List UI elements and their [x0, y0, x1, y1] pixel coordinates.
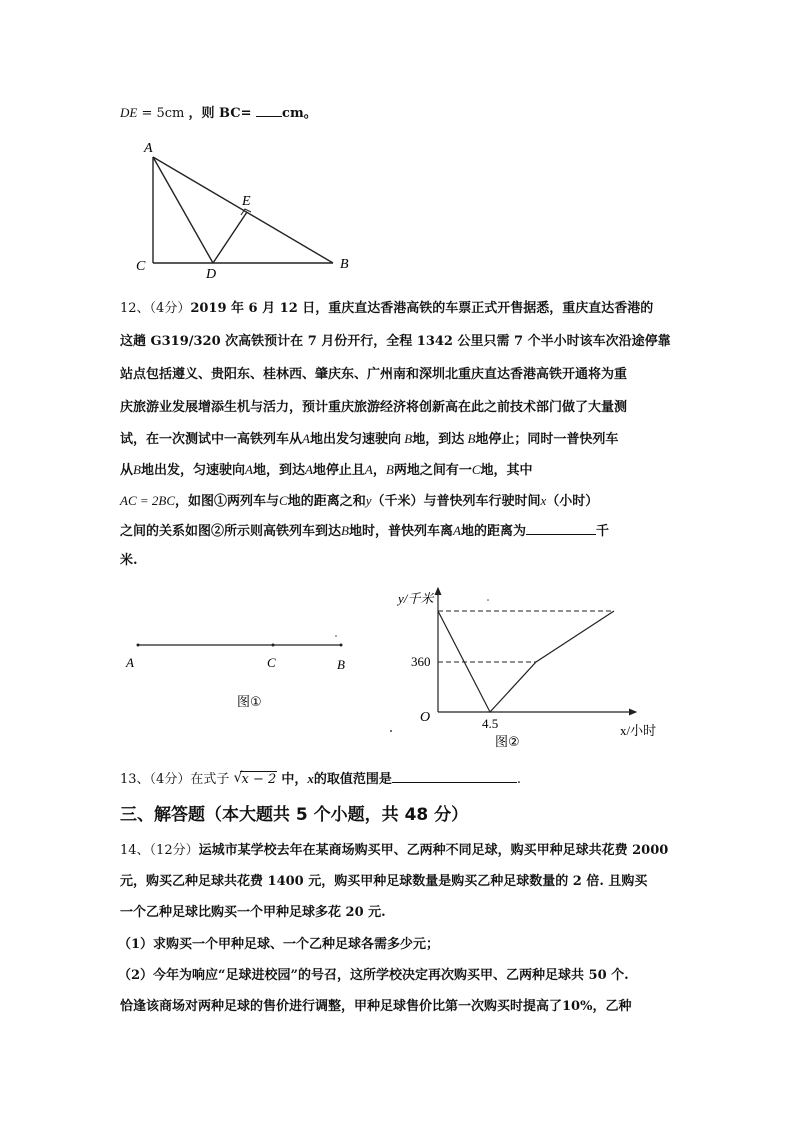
point-a-label: A	[126, 655, 134, 670]
bc-prompt: ，则 BC=	[188, 106, 257, 121]
q14-line-2: 元，购买乙种足球共花费 1400 元，购买甲种足球数量是购买乙种足球数量的 2 倍. 且购买	[120, 874, 648, 889]
x-tick-4-5: 4.5	[482, 716, 499, 731]
figure-2-caption: 图②	[495, 735, 520, 750]
q12-line-1: 12、（4分）2019 年 6 月 12 日，重庆直达香港高铁的车票正式开售据悉，重庆直达香港的	[120, 301, 654, 316]
q11-answer-line	[120, 104, 317, 123]
answer-blank-bc[interactable]	[256, 104, 282, 117]
q12-line-3: 站点包括遵义、贵阳东、桂林西、肇庆东、广州南和深圳北重庆直达香港高铁开通将为重	[120, 367, 628, 382]
unit-cm: cm。	[282, 106, 317, 121]
figure-1-segment	[110, 625, 370, 720]
y-tick-360: 360	[411, 654, 431, 669]
answer-blank-q13[interactable]	[392, 770, 517, 783]
figure-2-graph	[380, 585, 680, 755]
q14-line-1: 14、（12分）运城市某学校去年在某商场购买甲、乙两种不同足球，购买甲种足球共花费 2000	[120, 843, 669, 858]
vertex-c-label: C	[136, 259, 146, 274]
q14-part-2-line-2: 恰逢该商场对两种足球的售价进行调整，甲种足球售价比第一次购买时提高了10%，乙种	[120, 999, 632, 1014]
q14-number: 14、（12分）	[120, 843, 199, 858]
q14-part-1: （1）求购买一个甲种足球、一个乙种足球各需多少元；	[118, 937, 440, 952]
q12-line-9: 米.	[120, 553, 138, 568]
origin-label: O	[420, 710, 431, 725]
vertex-b-label: B	[340, 257, 349, 272]
vertex-a-label: A	[144, 141, 153, 156]
vertex-d-label: D	[206, 267, 217, 280]
q12-line-8: 之间的关系如图②所示则高铁列车到达B地时，普快列车离A地的距离为 千	[120, 523, 609, 539]
q14-part-2: （2）今年为响应“足球进校园”的号召，这所学校决定再次购买甲、乙两种足球共 50 个.	[118, 968, 629, 983]
q12-line-2: 这趟 G319/320 次高铁预计在 7 月份开行，全程 1342 公里只需 7 个半小时该车次沿途停靠	[120, 334, 671, 349]
q12-number: 12、（4分）	[120, 301, 191, 316]
q14-line-3: 一个乙种足球比购买一个甲种足球多花 20 元.	[120, 905, 386, 920]
answer-blank-q12[interactable]	[526, 522, 596, 535]
x-axis-label: x/小时	[620, 723, 657, 738]
de-symbol: DE	[120, 105, 138, 120]
vertex-e-label: E	[242, 194, 251, 209]
q12-line-5: 试，在一次测试中一高铁列车从A地出发匀速驶向 B地，到达 B地停止；同时一普快列车	[120, 431, 619, 447]
de-value: = 5cm	[137, 106, 189, 121]
q12-line-6: 从B地出发，匀速驶向A地，到达A地停止且A，B两地之间有一C地，其中	[120, 462, 533, 478]
equation-ac-2bc: AC = 2BC	[120, 493, 175, 508]
point-c-label: C	[267, 655, 276, 670]
q13-line: 13、（4分）在式子 √ x − 2 中，x的取值范围是 .	[120, 770, 522, 787]
q12-line-4: 庆旅游业发展增添生机与活力，预计重庆旅游经济将创新高在此之前技术部门做了大量测	[120, 400, 628, 415]
q13-number: 13、（4分）	[120, 772, 191, 787]
point-b-label: B	[337, 657, 345, 672]
y-axis-label: y/千米	[398, 591, 434, 606]
figure-1-caption: 图①	[237, 695, 262, 710]
section-3-heading: 三、解答题（本大题共 5 个小题，共 48 分）	[120, 805, 469, 825]
sqrt-expression: √ x − 2	[233, 770, 277, 787]
q12-line-7: AC = 2BC，如图①两列车与C地的距离之和y（千米）与普快列车行驶时间x（小时）	[120, 493, 599, 509]
triangle-figure	[130, 135, 360, 280]
